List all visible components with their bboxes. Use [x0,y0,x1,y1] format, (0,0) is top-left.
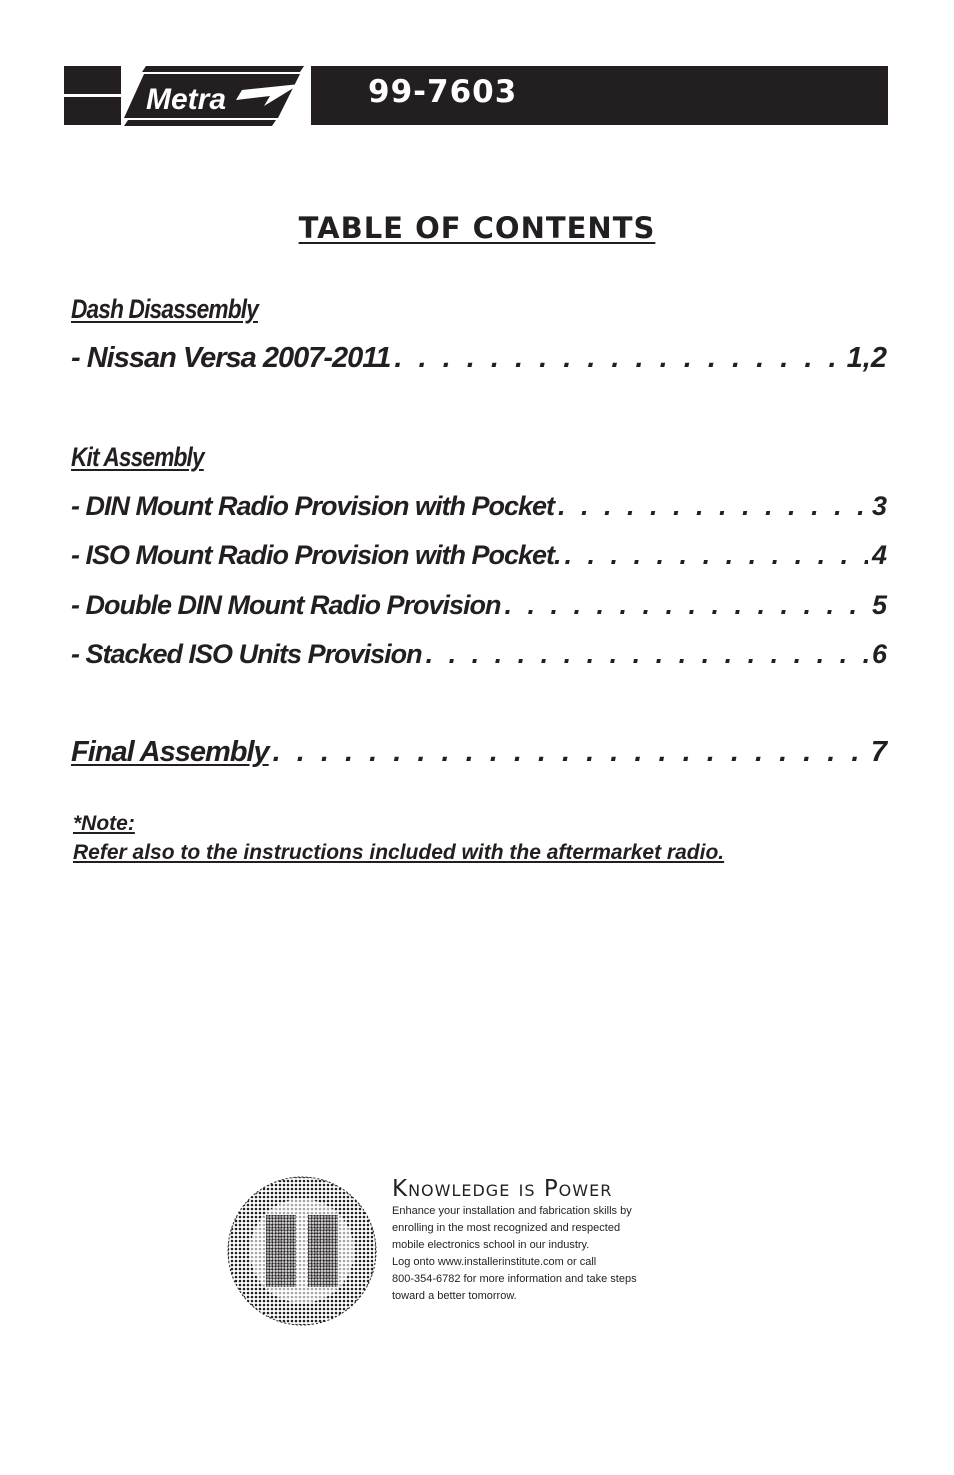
toc-entry[interactable]: - Double DIN Mount Radio Provision . . . 5 [71,590,887,621]
toc-entry-final[interactable]: Final Assembly . . . 7 [71,736,887,769]
footer-text: Enhance your installation and fabrication skills by enrolling in the most recognized and respected mobile electronics school in our industry. Log onto www.installerinstitute.com or call 800-354-6782 for more information and take steps toward a better tomorrow. [392,1205,637,1302]
toc-title: TABLE OF CONTENTS [298,211,656,245]
toc-entry[interactable]: - DIN Mount Radio Provision with Pocket . . . 3 [71,491,887,522]
note-label: *Note: [73,812,135,835]
note-text: Refer also to the instructions included with the aftermarket radio. [73,841,725,864]
section-heading-kit: Kit Assembly [71,442,204,472]
footer-title: Knowledge is Power [392,1176,613,1202]
part-number: 99-7603 [368,74,518,110]
metra-logo [124,66,306,126]
logo-text: Metra [146,83,227,116]
toc-entry[interactable]: - ISO Mount Radio Provision with Pocket. . . . 4 [71,540,887,571]
header-left-block [64,66,121,125]
toc-entry[interactable]: - Stacked ISO Units Provision . . . 6 [71,639,887,670]
section-heading-dash: Dash Disassembly [71,294,259,324]
toc-entry[interactable]: - Nissan Versa 2007-2011 . . . 1,2 [71,342,887,375]
installer-institute-seal-icon [226,1175,378,1327]
